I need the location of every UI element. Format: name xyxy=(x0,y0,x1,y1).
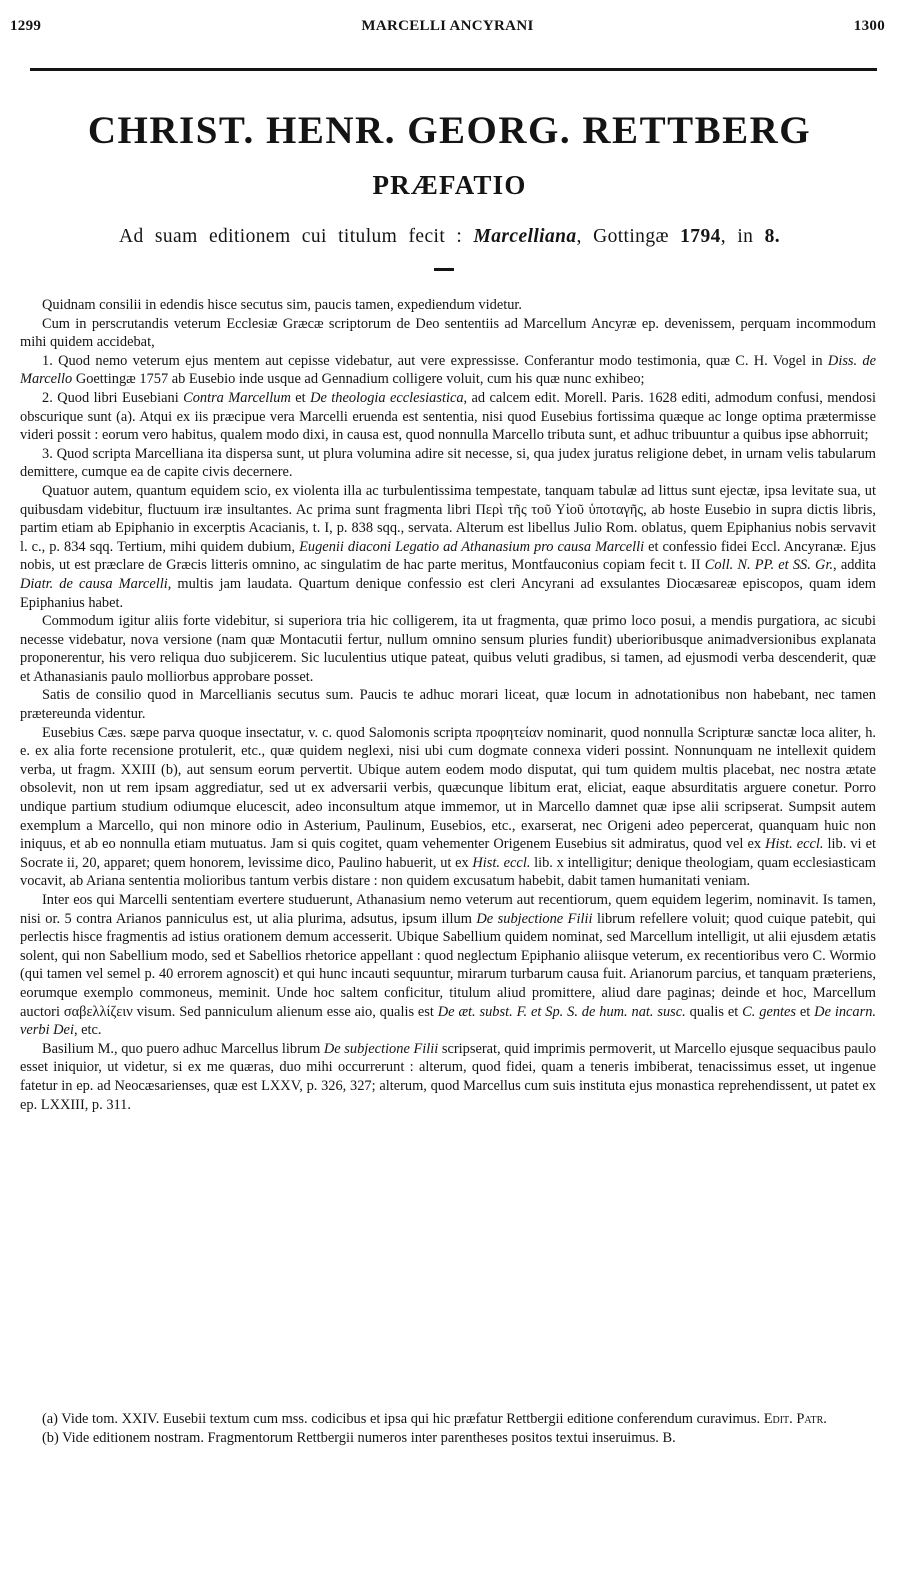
paragraph-1: Quidnam consilii in edendis hisce secutus sim, paucis tamen, expediendum videtur. xyxy=(42,297,522,313)
p4-text-end: , ad calcem edit. Morell. Paris. 1628 editi, admodum confusi, mendosi obscurique sunt (a). Atqui ex iis præcipue vera Marcelli eruenda est sententia, nisi quod Eusebius fortissima quæque ac longe optima prætermisse videri possit : eorum vero habitus, qualem modo dixi, in causa est, quod nonnulla Marcello tributa sunt, et adhuc tribuuntur a quibus ipse abhorruit; xyxy=(20,389,876,444)
p10-text-4: et xyxy=(796,1003,815,1020)
page-number-left: 1299 xyxy=(10,18,42,34)
header-rule xyxy=(30,68,877,71)
p10-italic-3: C. gentes xyxy=(742,1003,797,1020)
p6-italic-3: Diatr. de causa Marcelli xyxy=(20,575,168,592)
subtitle-year: 1794 xyxy=(680,226,721,247)
footnote-a xyxy=(20,1410,876,1429)
p10-text-2: librum refellere voluit; quod cuique patebit, qui perlectis hisce fragmentis ad istius orationem demum accesserit. Ubique Sabellium quidem nominat, sed Marcellum intelligit, ut alii ejusdem ætatis solent, qui non Sabellium modo, sed et Sabellios rhetorice appellant : quod neglectum Epiphanio aliisque veterum, ex recentioribus vero C. Wormio (qui tamen vel semel p. 40 errorem agnoscit) et qui hunc incauti sequuntur, mirarum turbarum causa fuit. Arianorum parcius, et tanquam præteriens, eorumque exemplo commoneus, meminit. Unde hoc saltem conficitur, titulum aliud promittere, aliud dare paginas; deinde et hoc, Marcellum auctori σαβελλίζειν visum. Sed panniculum alienum esse aio, qualis est xyxy=(20,910,877,1020)
p6-text: Quatuor autem, quantum equidem scio, ex violenta illa ac turbulentissima tempestate, tanquam tabulæ ad littus sunt ejectæ, ipsa levitate sua, ut quibusdam videbitur, fluctuum iræ insultantes. Ac prima sunt fragmenta libri Περὶ τῆς τοῦ Υἱοῦ ὑποταγῆς, ab hoste Eusebio in supra dictis libris, partim etiam ab Epiphanio in excerptis Acacianis, t. I, p. 838 sqq., servata. Alterum est libellus Julio Rom. oblatus, quem Epiphanius nobis servavit l. c., p. 834 sqq. Tertium, mihi quidem dubium, xyxy=(20,482,876,555)
p6-italic-2: Coll. N. PP. et SS. Gr. xyxy=(704,557,834,574)
p9-italic-2: Hist. eccl. xyxy=(472,854,531,871)
footnote-b-text: (b) Vide editionem nostram. Fragmentorum Rettbergii numeros inter parentheses positos textui inseruimus. xyxy=(42,1429,663,1446)
p4-text: 2. Quod libri Eusebiani xyxy=(42,389,184,406)
p11-text-end: scripserat, quid imprimis permoverit, ut Marcello ejusque sequacibus paulo esset iniquior, ut videtur, si ex me quæras, duo mihi occurrerunt : alterum, quod fidei, quam a teneris imbiberat, tenacissimus esset, ut ingenue fatetur in ep. ad Neocæsarienses, quæ est LXXV, p. 326, 327; alterum, quod Marcellus cum suis instituta ejus monastica reprehendissent, ut patet ex ep. LXXIII, p. 311. xyxy=(20,1040,877,1113)
p11-italic: De subjectione Filii xyxy=(323,1040,439,1057)
paragraph-11 xyxy=(20,1040,876,1114)
subtitle-format: 8. xyxy=(764,226,780,247)
praefatio-heading: PRÆFATIO xyxy=(372,170,527,200)
paragraph-9 xyxy=(20,724,876,891)
footnote-b-signature: B. xyxy=(662,1429,676,1446)
p9-text: Eusebius Cæs. sæpe parva quoque insectatur, v. c. quod Salomonis scripta προφητείαν nominarit, quod nonnulla Scripturæ sanctæ loca aliter, h. e. ex alia forte recensione protulerit, etc., quæ quidem neglexi, nisi ubi cum dogmate connexa videri possint. Nonnunquam ne intellexit quidem verba, ut fragm. XXIII (b), aut sensum eorum pervertit. Ubique autem eodem modo disputat, qui tum quidem multis placebat, nec nostra ætate obsolevit, non ut rem ipsam aggrediatur, sed ut ex adversarii verbis, quæcunque libitum erat, eliciat, eaque absurditatis arguere conetur. Porro undique partium studium odiumque elucescit, adeo inconsultum atque immemor, ut in Marcello damnet quæ ipse alii scripserat. Sumpsit autem exemplum a Marcello, qui non minore odio in Asterium, Paulinum, Eusebios, etc., exarserat, nec Origeni adeo pepercerat, quanquam huic non iniquus, et ab eo nonnulla etiam mutuatus. Jam si quis cogitet, quam vehementer Origenem Eusebius sit admiratus, quod vel ex xyxy=(20,724,876,853)
subtitle-text: Ad suam editionem cui titulum fecit : xyxy=(119,226,474,247)
paragraph-6 xyxy=(20,482,876,612)
p11-text: Basilium M., quo puero adhuc Marcellus librum xyxy=(42,1040,324,1057)
paragraph-4 xyxy=(20,389,876,445)
p3-text-end: Goettingæ 1757 ab Eusebio inde usque ad Gennadium colligere voluit, cum his quæ nunc exhibeo; xyxy=(72,371,645,388)
p10-italic-2: De æt. subst. F. et Sp. S. de hum. nat. susc. xyxy=(437,1003,686,1020)
footnotes xyxy=(20,1410,876,1447)
running-head xyxy=(10,18,885,42)
p4-et: et xyxy=(290,389,311,406)
p10-text-end: , etc. xyxy=(73,1022,102,1039)
paragraph-7: Commodum igitur aliis forte videbitur, si superiora tria hic colligerem, ita ut fragmenta, quæ primo loco posui, a mendis purgatiora, ac sicubi necesse videbatur, nova versione (nam quæ Montacutii fertur, nullum omnino sensum pluries fundit) uberioribusque animadversionibus explanata proponerentur, his vero reliqua duo subjicerem. Sic luculentius utique pateat, quibus veluti gradibus, si tamen, ad ejusmodi verba descenderit, quæ et Athanasianis paulo molliorbus approbare posset. xyxy=(20,613,876,685)
p6-text-3: , addita xyxy=(833,557,877,574)
author-heading: CHRIST. HENR. GEORG. RETTBERG xyxy=(87,109,812,152)
subtitle-work: Marcelliana xyxy=(473,226,577,247)
p10-text: Inter eos qui Marcelli sententiam evertere studuerunt, Athanasium nemo veterum aut recentiorum, quem equidem legerim, nominavit. Is tamen, nisi or. 5 contra Arianos panniculus est, ut alia plurima, adsutus, ipsum illum xyxy=(20,892,876,927)
p9-italic-1: Hist. eccl. xyxy=(765,836,824,853)
subtitle-in: , in xyxy=(720,226,765,247)
running-title: MARCELLI ANCYRANI xyxy=(361,18,534,34)
p9-text-2: lib. vi et Socrate ii, 20, apparet; quem honorem, levissime dico, Paulino habuerit, ut ex xyxy=(20,836,876,871)
paragraph-8: Satis de consilio quod in Marcellianis secutus sum. Paucis te adhuc morari liceat, quæ locum in adnotationibus non habebant, nec tamen prætereunda videntur. xyxy=(20,687,876,723)
paragraph-3 xyxy=(20,352,876,389)
footnote-a-signature: Edit. Patr. xyxy=(763,1411,827,1427)
p10-italic-4: De incarn. verbi Dei xyxy=(20,1003,876,1039)
page-number-right: 1300 xyxy=(853,18,885,34)
p6-italic-1: Eugenii diaconi Legatio ad Athanasium pro causa Marcelli xyxy=(299,538,645,555)
paragraph-5: 3. Quod scripta Marcelliana ita dispersa sunt, ut plura volumina adire sit necesse, si, qua judex juratus religione debet, in urnam velis tabularum demittere, cumque ea de capite civis decernere. xyxy=(20,445,876,481)
subtitle-place: , Gottingæ xyxy=(576,226,681,247)
p6-text-2: et confessio fidei Eccl. Ancyranæ. Ejus nobis, ut est præclare de Græcis litteris omnino, ac singulatim de hac parte meritus, Montfauconius copiam fecit t. II xyxy=(20,538,877,574)
p10-italic-1: De subjectione Filii xyxy=(476,910,593,927)
title-dash xyxy=(434,268,454,271)
paragraph-10 xyxy=(20,891,876,1040)
p10-text-3: qualis et xyxy=(685,1003,743,1020)
footnote-b xyxy=(20,1429,876,1448)
p9-text-end: lib. x intelligitur; denique theologiam, quam ecclesiasticam vocavit, ab Ariana sententia molioribus tantum verbis distare : non quidem excusatum habebit, dabit tamen humanitati veniam. xyxy=(20,854,876,890)
body-text xyxy=(20,296,876,1114)
footnote-a-text: (a) Vide tom. XXIV. Eusebii textum cum mss. codicibus et ipsa qui hic præfatur Rettbergii editione conferendum curavimus. xyxy=(42,1411,764,1427)
paragraph-2: Cum in perscrutandis veterum Ecclesiæ Græcæ scriptorum de Deo sententiis ad Marcellum Ancyræ ep. devenissem, perquam incommodum mihi quidem accidebat, xyxy=(20,315,876,351)
p4-italic-1: Contra Marcellum xyxy=(183,389,291,406)
subtitle xyxy=(0,226,899,248)
p4-italic-2: De theologia ecclesiastica xyxy=(310,389,464,406)
p3-text: 1. Quod nemo veterum ejus mentem aut cepisse videbatur, aut vere expressisse. Conferantur modo testimonia, quæ C. H. Vogel in xyxy=(42,352,828,369)
p6-text-end: , multis jam laudata. Quartum denique confessio est cleri Ancyrani ad exsulantes Diocæsareæ episcopos, quam idem Epiphanius habet. xyxy=(20,575,877,611)
p3-italic: Diss. de Marcello xyxy=(20,352,876,388)
